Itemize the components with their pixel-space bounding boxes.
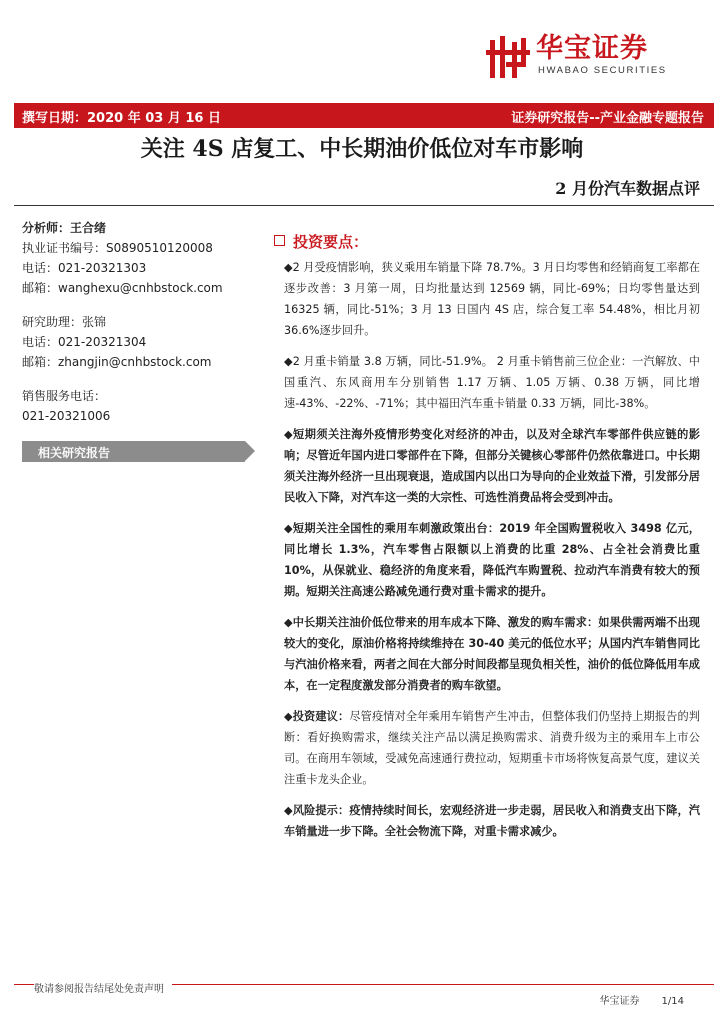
page-number: 1/14 bbox=[661, 996, 684, 1007]
related-arrow-icon bbox=[245, 441, 255, 461]
footer-disclaimer: 敬请参阅报告结尾处免责声明 bbox=[34, 980, 172, 995]
sales-label: 销售服务电话： bbox=[22, 389, 107, 403]
related-reports-header bbox=[22, 441, 245, 462]
key-point: ◆短期须关注海外疫情形势变化对经济的冲击，以及对全球汽车零部件供应链的影响；尽管近年国内进口零部件在下降，但部分关键核心零部件仍然依靠进口。中长期须关注海外经济一旦出现衰退，造成国内以出口为导向的企业效益下滑，引发部分居民收入下降，对汽车这一类的大宗性、可选性消费品将会受到冲击。 bbox=[284, 428, 700, 504]
sales-phone: 021-20321006 bbox=[22, 409, 111, 423]
key-point: ◆中长期关注油价低位带来的用车成本下降、激发的购车需求：如果供需两端不出现较大的变化，原油价格将持续维持在 30-40 美元的低位水平；从国内汽车销售同比与汽油价格来看，两者之间在大部分时间段都呈现负相关性，油价的低位降低用车成本，在一定程度激发部分消费者的购车欲望。 bbox=[284, 616, 700, 692]
key-point bbox=[284, 800, 700, 842]
key-point-text: 尽管疫情对全年乘用车销售产生冲击，但整体我们仍坚持上期报告的判断：看好换购需求，继续关注产品以满足换购需求、消费升级为主的乘用车上市公司。在商用车领域，受减免高速通行费拉动，短期重卡市场将恢复高景气度，建议关注重卡龙头企业。 bbox=[284, 710, 700, 786]
related-reports-label: 相关研究报告 bbox=[38, 446, 111, 460]
page-title: 关注 4S 店复工、中长期油价低位对车市影响 bbox=[140, 136, 584, 162]
footer-info bbox=[578, 992, 684, 1007]
logo-text-cn: 华宝证券 bbox=[536, 33, 648, 64]
assistant-email: 邮箱：zhangjin@cnhbstock.com bbox=[22, 355, 212, 369]
key-point: ◆2 月重卡销量 3.8 万辆，同比-51.9%。 2 月重卡销售前三位企业：一汽解放、中国重汽、东风商用车分别销售 1.17 万辆、1.05 万辆、0.38 万辆，同比增速-43%、-22%、-71%；其中福田汽车重卡销量 0.33 万辆，同比-38%。 bbox=[284, 355, 700, 410]
checkbox-icon bbox=[274, 235, 285, 246]
key-point-lead: ◆风险提示： bbox=[284, 804, 350, 817]
analyst-email: 邮箱：wanghexu@cnhbstock.com bbox=[22, 281, 223, 295]
key-point: ◆2 月受疫情影响，狭义乘用车销量下降 78.7%。3 月日均零售和经销商复工率都在逐步改善：3 月第一周，日均批量达到 12569 辆，同比-69%；日均零售量达到 16325 辆，同比-51%；3 月 13 日国内 4S 店，综合复工率 54.48%，相比月初 36.6%逐步回升。 bbox=[284, 261, 700, 337]
report-type: 证券研究报告--产业金融专题报告 bbox=[511, 111, 704, 126]
header-band bbox=[14, 103, 714, 128]
key-points bbox=[284, 257, 700, 852]
key-point: ◆短期关注全国性的乘用车刺激政策出台：2019 年全国购置税收入 3498 亿元，同比增长 1.3%，汽车零售占限额以上消费的比重 28%、占全社会消费比重 10%，从保就业、稳经济的角度来看，降低汽车购置税、拉动汽车消费有较大的预期。短期关注高速公路减免通行费对重卡需求的提升。 bbox=[284, 522, 700, 598]
analyst-cert: 执业证书编号：S0890510120008 bbox=[22, 241, 213, 255]
assistant-name: 研究助理：张锦 bbox=[22, 315, 107, 329]
footer-brand: 华宝证券 bbox=[599, 996, 640, 1007]
logo-mark-icon bbox=[486, 34, 530, 80]
key-point-text: 疫情持续时间长，宏观经济进一步走弱，居民收入和消费支出下降，汽车销量进一步下降。全社会物流下降，对重卡需求减少。 bbox=[284, 804, 700, 838]
section-title: 投资要点： bbox=[293, 233, 369, 251]
assistant-phone: 电话：021-20321304 bbox=[22, 335, 147, 349]
analyst-info bbox=[22, 218, 242, 426]
analyst-phone: 电话：021-20321303 bbox=[22, 261, 147, 275]
key-point-lead: ◆投资建议： bbox=[284, 710, 350, 723]
page-subtitle: 2 月份汽车数据点评 bbox=[555, 179, 700, 198]
logo-text-en: HWABAO SECURITIES bbox=[538, 65, 667, 76]
analyst-name: 分析师：王合绪 bbox=[22, 221, 107, 235]
section-heading bbox=[274, 231, 368, 252]
report-date: 撰写日期：2020 年 03 月 16 日 bbox=[22, 111, 221, 126]
title-divider bbox=[14, 205, 714, 206]
company-logo bbox=[486, 34, 706, 80]
key-point bbox=[284, 706, 700, 790]
